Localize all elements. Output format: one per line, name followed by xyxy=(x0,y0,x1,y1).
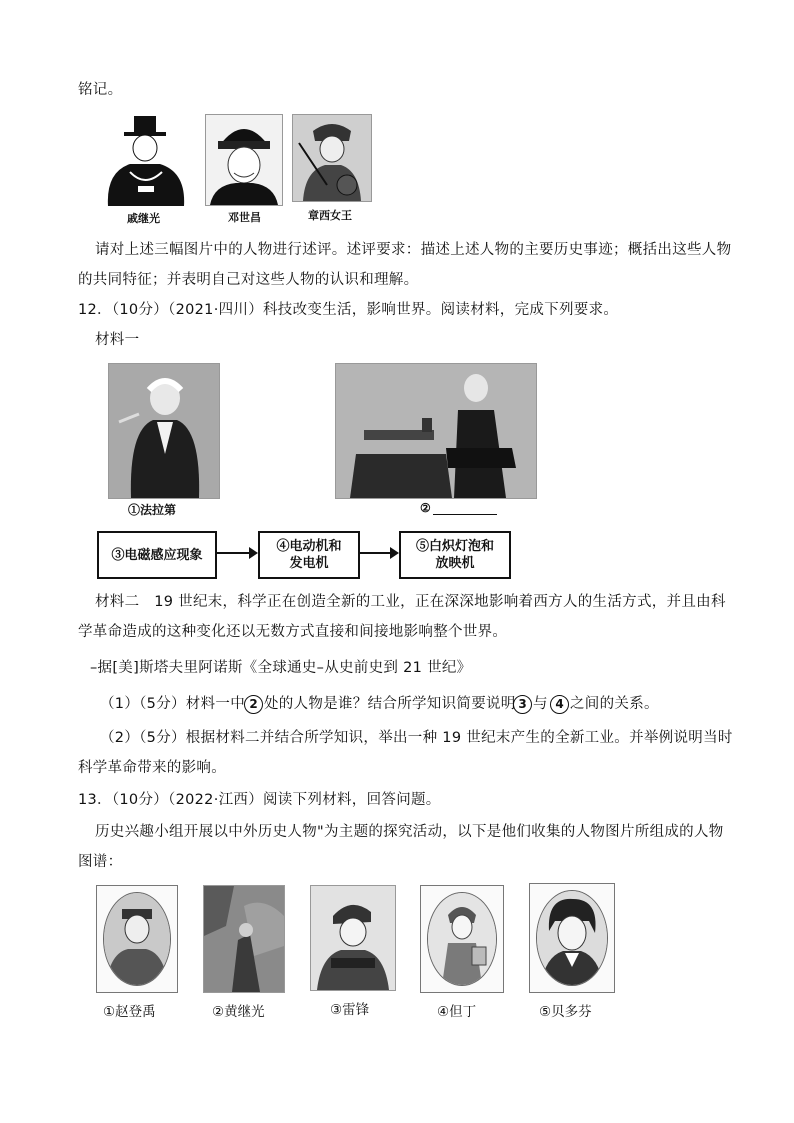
flow-box-5-num: ⑤ xyxy=(415,539,429,554)
material2-source: –据[美]斯塔夫里阿诺斯《全球通史–从史前史到 21 世纪》 xyxy=(90,660,472,676)
flow-box-4-text1: 电动机和 xyxy=(289,539,342,554)
photo-edison xyxy=(335,363,537,499)
caption-beethoven: ⑤贝多芬 xyxy=(539,1004,592,1020)
caption-zhaodengyu: ①赵登禹 xyxy=(103,1004,156,1020)
q12-sub2-line1: （2）（5分）根据材料二并结合所学知识，举出一种 19 世纪末产生的全新工业。并举例说明当时 xyxy=(100,730,733,746)
circled-2: 2 xyxy=(244,695,263,714)
q13-header: 13．（10分）（2022·江西）阅读下列材料，回答问题。 xyxy=(78,792,441,808)
flow-box-4-text2: 发电机 xyxy=(289,556,329,571)
portrait-qijiguang xyxy=(100,114,190,206)
portrait-leifeng xyxy=(310,885,396,991)
q13-intro-line2: 图谱： xyxy=(78,854,123,870)
caption-leifeng: ③雷锋 xyxy=(330,1002,370,1018)
circled-3: 3 xyxy=(513,695,532,714)
photo2-blank-line xyxy=(433,514,497,515)
material2-line2: 学革命造成的这种变化还以无数方式直接和间接地影响整个世界。 xyxy=(78,624,508,640)
caption-huangjiguang: ②黄继光 xyxy=(212,1004,265,1020)
flow-box-3-text: 电磁感应现象 xyxy=(124,547,203,563)
flow-box-4 xyxy=(258,531,360,579)
circled-4: 4 xyxy=(550,695,569,714)
flow-box-5 xyxy=(399,531,511,579)
photo-faraday xyxy=(108,363,220,499)
flow-box-5-text2: 放映机 xyxy=(435,556,475,571)
portrait-huangjiguang xyxy=(203,885,285,993)
caption-faraday: ①法拉第 xyxy=(128,503,177,517)
q11-requirement-line1: 请对上述三幅图片中的人物进行述评。述评要求：描述上述人物的主要历史事迹；概括出这些人物 xyxy=(95,242,732,258)
flow-box-3 xyxy=(97,531,217,579)
caption-dengshichang: 邓世昌 xyxy=(228,211,261,224)
flow-box-5-text1: 白炽灯泡和 xyxy=(429,539,495,554)
portrait-beethoven xyxy=(529,883,615,993)
q13-intro-line1: 历史兴趣小组开展以中外历史人物"为主题的探究活动，以下是他们收集的人物图片所组成的人物 xyxy=(95,824,724,840)
flow-arrow-1 xyxy=(217,552,251,554)
material2-line1: 材料二 19 世纪末，科学正在创造全新的工业，正在深深地影响着西方人的生活方式，并且由科 xyxy=(95,594,726,610)
flow-arrow-2 xyxy=(360,552,392,554)
q12-sub1-post: 之间的关系。 xyxy=(570,696,659,712)
caption-qijiguang: 戚继光 xyxy=(127,212,160,225)
q12-sub1-and: 与 xyxy=(533,696,548,712)
top-line: 铭记。 xyxy=(78,82,123,98)
caption-zhangxi-queen: 章西女王 xyxy=(308,209,352,222)
q12-sub1-mid: 处的人物是谁？结合所学知识简要说明 xyxy=(264,696,516,712)
flow-box-3-num: ③ xyxy=(111,547,125,563)
caption-dante: ④但丁 xyxy=(437,1004,477,1020)
portrait-zhaodengyu xyxy=(96,885,178,993)
portrait-dante xyxy=(420,885,504,993)
portrait-zhangxi-queen xyxy=(292,114,372,202)
flow-box-4-num: ④ xyxy=(276,539,290,554)
q12-header: 12．（10分）（2021·四川）科技改变生活，影响世界。阅读材料，完成下列要求。 xyxy=(78,302,619,318)
portrait-dengshichang xyxy=(205,114,283,206)
material1-label: 材料一 xyxy=(95,332,140,348)
q12-sub2-line2: 科学革命带来的影响。 xyxy=(78,760,226,776)
caption-photo2: ② xyxy=(420,501,431,515)
q12-sub1-pre: （1）（5分）材料一中 xyxy=(100,696,245,712)
q11-requirement-line2: 的共同特征；并表明自己对这些人物的认识和理解。 xyxy=(78,272,419,288)
